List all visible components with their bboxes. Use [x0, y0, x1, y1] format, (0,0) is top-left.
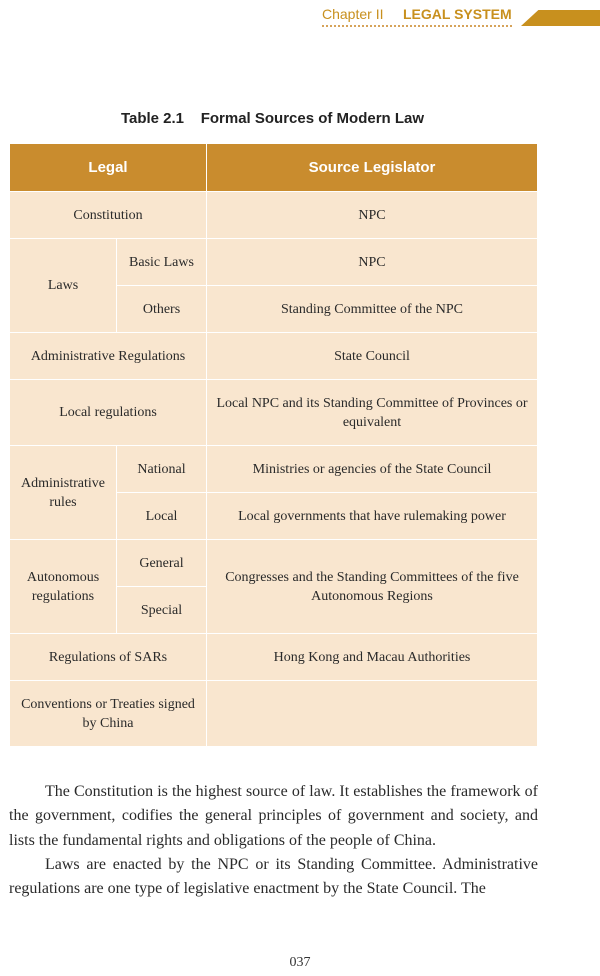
source-cell: Standing Committee of the NPC [207, 286, 538, 333]
body-text [9, 780, 538, 901]
legal-subcell: Special [117, 587, 207, 634]
source-cell: NPC [207, 192, 538, 239]
column-header-legal: Legal [10, 144, 207, 192]
source-cell: Local NPC and its Standing Committee of Provinces or equivalent [207, 380, 538, 446]
legal-group-cell: Autonomous regulations [10, 540, 117, 634]
source-cell: Ministries or agencies of the State Council [207, 446, 538, 493]
source-cell: Hong Kong and Macau Authorities [207, 634, 538, 681]
source-cell [207, 681, 538, 747]
source-cell: Congresses and the Standing Committees of the five Autonomous Regions [207, 540, 538, 634]
source-cell: State Council [207, 333, 538, 380]
legal-group-cell: Laws [10, 239, 117, 333]
source-cell: NPC [207, 239, 538, 286]
legal-subcell: Basic Laws [117, 239, 207, 286]
table-row [10, 239, 538, 286]
paragraph: Laws are enacted by the NPC or its Standing Committee. Administrative regulations are one type of legislative enactment by the State Council. The [9, 855, 538, 898]
source-cell: Local governments that have rulemaking power [207, 493, 538, 540]
legal-cell: Constitution [10, 192, 207, 239]
legal-subcell: Others [117, 286, 207, 333]
page-number: 037 [289, 955, 311, 970]
legal-subcell: National [117, 446, 207, 493]
legal-group-cell: Administrative rules [10, 446, 117, 540]
header-accent-tab [521, 10, 600, 26]
table-row [10, 540, 538, 587]
legal-cell: Administrative Regulations [10, 333, 207, 380]
legal-cell: Local regulations [10, 380, 207, 446]
legal-cell: Regulations of SARs [10, 634, 207, 681]
table-row [10, 681, 538, 747]
table-row [10, 446, 538, 493]
table-caption: Table 2.1 Formal Sources of Modern Law [120, 110, 425, 127]
table-row [10, 634, 538, 681]
legal-subcell: Local [117, 493, 207, 540]
table-row [10, 333, 538, 380]
table-row [10, 192, 538, 239]
table-row [10, 380, 538, 446]
column-header-source: Source Legislator [207, 144, 538, 192]
paragraph: The Constitution is the highest source of law. It establishes the framework of the government, codifies the general principles of government and society, and lists the fundamental rights and obligations of the people of China. [9, 783, 538, 849]
header-dotted-rule [322, 25, 512, 27]
sources-table [9, 143, 538, 747]
chapter-label: Chapter II [322, 6, 384, 22]
chapter-title: LEGAL SYSTEM [403, 6, 512, 22]
legal-cell: Conventions or Treaties signed by China [10, 681, 207, 747]
legal-subcell: General [117, 540, 207, 587]
